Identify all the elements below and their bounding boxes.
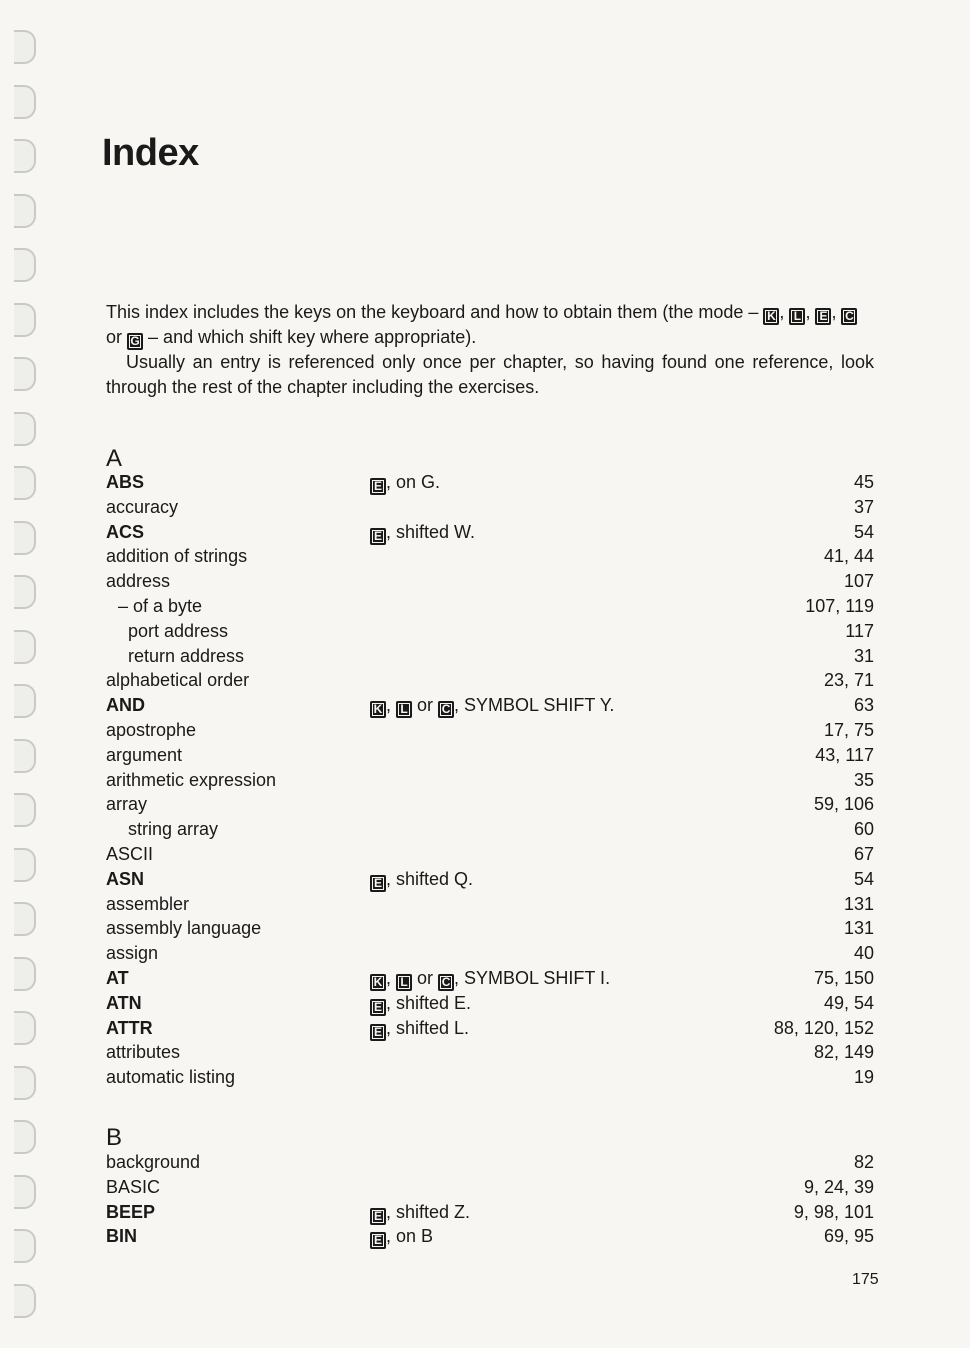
index-term: ABS xyxy=(106,472,145,492)
page-references: 19 xyxy=(853,1067,874,1088)
mode-key-icon: E xyxy=(370,1208,386,1225)
binding-ring xyxy=(14,30,36,64)
binding-ring xyxy=(14,357,36,391)
binding-ring xyxy=(14,957,36,991)
index-term: string array xyxy=(128,819,219,840)
page-references: 9, 24, 39 xyxy=(803,1176,874,1197)
index-list-b xyxy=(106,1150,874,1249)
index-entry xyxy=(106,892,874,917)
index-term: array xyxy=(106,794,148,815)
index-entry xyxy=(106,1200,874,1225)
key-instruction: K , L or C , SYMBOL SHIFT I. xyxy=(370,966,610,991)
page-references: 54 xyxy=(853,868,874,889)
index-term: assembler xyxy=(106,893,190,914)
index-term: assembly language xyxy=(106,918,262,939)
key-instruction-text: , shifted W. xyxy=(386,521,476,542)
binding-ring xyxy=(14,303,36,337)
mode-key-icon: C xyxy=(438,974,454,991)
page-references: 82, 149 xyxy=(813,1042,874,1063)
page-references: 43, 117 xyxy=(815,744,874,765)
mode-key-l-icon: L xyxy=(789,308,805,325)
index-entry xyxy=(106,619,874,644)
page-references: 59, 106 xyxy=(813,794,874,815)
binding-ring xyxy=(14,412,36,446)
key-instruction-text: , shifted Z. xyxy=(386,1201,471,1222)
index-entry xyxy=(106,1150,874,1175)
index-term: addition of strings xyxy=(106,546,248,567)
page-references: 54 xyxy=(853,521,874,542)
index-entry xyxy=(106,470,874,495)
index-entry xyxy=(106,817,874,842)
binding-ring xyxy=(14,248,36,282)
key-instruction: K , L or C , SYMBOL SHIFT Y. xyxy=(370,693,614,718)
key-instruction-text: , SYMBOL SHIFT Y. xyxy=(454,695,615,716)
key-instruction-text: , shifted Q. xyxy=(386,868,474,889)
mode-key-icon: L xyxy=(396,701,412,718)
mode-key-k-icon: K xyxy=(763,308,779,325)
page-references: 88, 120, 152 xyxy=(773,1017,874,1038)
key-instruction xyxy=(370,1016,469,1041)
index-term: AND xyxy=(106,695,145,716)
binding-ring xyxy=(14,194,36,228)
intro-text xyxy=(106,300,874,400)
index-term: background xyxy=(106,1152,201,1172)
page-references: 35 xyxy=(853,769,874,790)
page-references: 69, 95 xyxy=(823,1226,874,1247)
key-instruction xyxy=(370,470,440,495)
index-term: ATTR xyxy=(106,1017,153,1038)
index-term: arithmetic expression xyxy=(106,769,277,790)
index-entry xyxy=(106,1224,874,1249)
page-references: 82 xyxy=(853,1152,874,1172)
key-instruction xyxy=(370,991,471,1016)
index-entry xyxy=(106,941,874,966)
section-letter-b: B xyxy=(106,1124,123,1151)
page-references: 41, 44 xyxy=(823,546,874,567)
index-term: ATN xyxy=(106,992,142,1013)
page-references: 60 xyxy=(853,819,874,840)
binding-ring xyxy=(14,139,36,173)
index-entry xyxy=(106,495,874,520)
mode-key-icon: K xyxy=(370,701,386,718)
index-term: ACS xyxy=(106,521,145,542)
index-entry xyxy=(106,792,874,817)
binding-ring xyxy=(14,521,36,555)
index-term: return address xyxy=(128,645,245,666)
index-term: BIN xyxy=(106,1226,137,1247)
index-term: ASN xyxy=(106,868,145,889)
index-term: assign xyxy=(106,943,159,964)
index-term: alphabetical order xyxy=(106,670,250,691)
index-entry xyxy=(106,1065,874,1090)
binding-ring xyxy=(14,848,36,882)
page-references: 75, 150 xyxy=(813,967,874,988)
section-letter-a: A xyxy=(106,445,123,472)
key-instruction xyxy=(370,520,475,545)
intro-p1-part-b: or xyxy=(106,327,123,347)
page-references: 31 xyxy=(853,645,874,666)
binding-ring xyxy=(14,1066,36,1100)
mode-key-icon: L xyxy=(396,974,412,991)
page-references: 63 xyxy=(853,695,874,716)
index-list-a xyxy=(106,470,874,1090)
index-term: automatic listing xyxy=(106,1067,236,1088)
page-references: 37 xyxy=(853,496,874,517)
index-term: port address xyxy=(128,620,229,641)
key-instruction-text: , on B xyxy=(386,1226,434,1247)
mode-key-icon: C xyxy=(438,701,454,718)
page-references: 67 xyxy=(853,843,874,864)
index-entry xyxy=(106,544,874,569)
page-references: 17, 75 xyxy=(823,719,874,740)
binding-ring xyxy=(14,85,36,119)
page-references: 40 xyxy=(853,943,874,964)
binding-ring xyxy=(14,630,36,664)
index-term: BEEP xyxy=(106,1201,156,1222)
index-entry xyxy=(106,693,874,718)
intro-p1-part-c: – and which shift key where appropriate). xyxy=(148,327,477,347)
intro-paragraph-1: This index includes the keys on the keyboard and how to obtain them (the mode – K , L , E , C or G – and which shift key where appropriate). xyxy=(106,300,874,350)
key-instruction xyxy=(370,1200,470,1225)
index-term: accuracy xyxy=(106,496,179,517)
mode-key-g-icon: G xyxy=(127,333,143,350)
index-entry xyxy=(106,991,874,1016)
binding-ring xyxy=(14,1284,36,1318)
index-term: argument xyxy=(106,744,183,765)
index-term: – of a byte xyxy=(118,595,203,616)
page-references: 49, 54 xyxy=(823,992,874,1013)
index-entry xyxy=(106,966,874,991)
page-references: 117 xyxy=(845,620,874,641)
intro-paragraph-2: Usually an entry is referenced only once per chapter, so having found one reference, look through the rest of the chapter including the exercises. xyxy=(106,352,874,397)
spiral-binding xyxy=(0,0,48,1348)
index-entry xyxy=(106,916,874,941)
index-entry xyxy=(106,1175,874,1200)
binding-ring xyxy=(14,575,36,609)
key-instruction xyxy=(370,867,473,892)
page-number: 175 xyxy=(852,1271,879,1288)
index-entry xyxy=(106,768,874,793)
index-term: address xyxy=(106,571,171,592)
key-instruction-text: , on G. xyxy=(386,472,441,492)
binding-ring xyxy=(14,1175,36,1209)
index-term: attributes xyxy=(106,1042,181,1063)
mode-key-icon: E xyxy=(370,1024,386,1041)
index-term: ASCII xyxy=(106,843,154,864)
mode-key-icon: E xyxy=(370,528,386,545)
page-references: 107 xyxy=(843,571,874,592)
binding-ring xyxy=(14,739,36,773)
index-entry xyxy=(106,842,874,867)
index-entry xyxy=(106,1040,874,1065)
mode-key-icon: E xyxy=(370,478,386,495)
mode-key-c-icon: C xyxy=(841,308,857,325)
page-references: 131 xyxy=(843,918,874,939)
binding-ring xyxy=(14,466,36,500)
page-title: Index xyxy=(102,132,199,174)
page-references: 131 xyxy=(843,893,874,914)
index-entry xyxy=(106,644,874,669)
index-entry xyxy=(106,668,874,693)
key-instruction xyxy=(370,1224,433,1249)
mode-key-icon: E xyxy=(370,999,386,1016)
index-entry xyxy=(106,520,874,545)
key-instruction-text: , shifted L. xyxy=(386,1017,470,1038)
page-references: 107, 119 xyxy=(805,595,874,616)
binding-ring xyxy=(14,793,36,827)
index-term: apostrophe xyxy=(106,719,197,740)
binding-ring xyxy=(14,1229,36,1263)
index-entry xyxy=(106,569,874,594)
binding-ring xyxy=(14,1011,36,1045)
mode-key-icon: E xyxy=(370,875,386,892)
index-entry xyxy=(106,867,874,892)
mode-key-icon: E xyxy=(370,1232,386,1249)
binding-ring xyxy=(14,902,36,936)
mode-key-icon: K xyxy=(370,974,386,991)
binding-ring xyxy=(14,1120,36,1154)
key-instruction-text: , shifted E. xyxy=(386,992,472,1013)
index-entry xyxy=(106,718,874,743)
page-references: 9, 98, 101 xyxy=(793,1201,874,1222)
index-entry xyxy=(106,1016,874,1041)
index-term: BASIC xyxy=(106,1176,161,1197)
page-references: 23, 71 xyxy=(823,670,874,691)
intro-p1-part-a: This index includes the keys on the keyboard and how to obtain them (the mode – xyxy=(106,302,759,322)
key-instruction-text: , SYMBOL SHIFT I. xyxy=(454,967,611,988)
index-entry xyxy=(106,743,874,768)
index-entry xyxy=(106,594,874,619)
page-references: 45 xyxy=(853,472,874,492)
index-term: AT xyxy=(106,967,129,988)
binding-ring xyxy=(14,684,36,718)
mode-key-e-icon: E xyxy=(815,308,831,325)
